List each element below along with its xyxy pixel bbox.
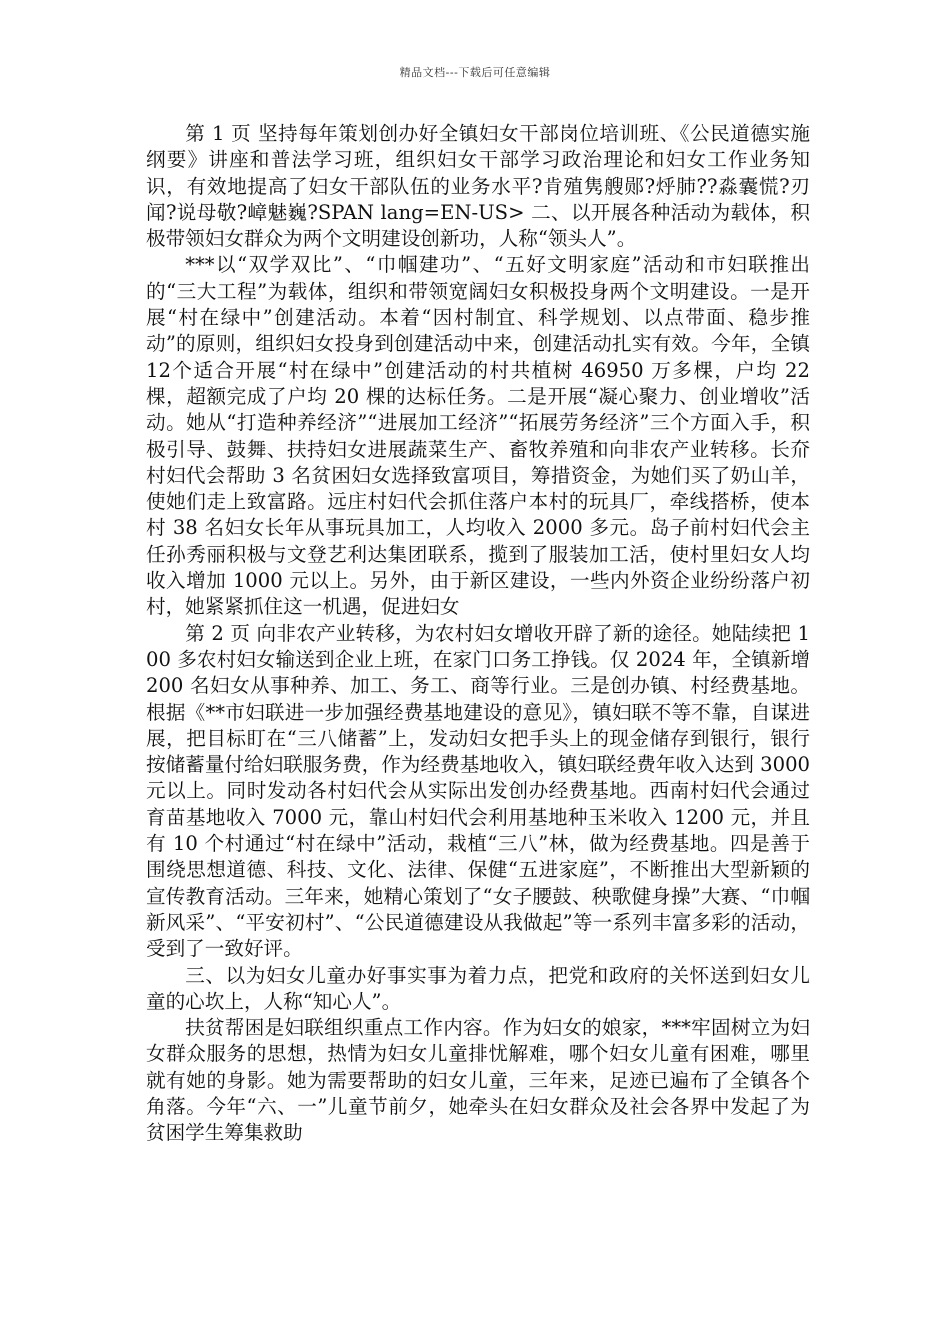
page-header: 精品文档---下载后可任意编辑 (399, 66, 551, 79)
paragraph: 第 2 页 向非农产业转移，为农村妇女增收开辟了新的途径。她陆续把 100 多农村妇女输送到企业上班，在家门口务工挣钱。仅 2024 年，全镇新增 200 名妇女从事种养、加工、务工、商等行业。三是创办镇、村经费基地。根据《**市妇联进一步加强经费基地建设的意见》，镇妇联不等不靠，自谋进展，把目标盯在“三八储蓄”上，发动妇女把手头上的现金储存到银行，银行按储蓄量付给妇联服务费，作为经费基地收入，镇妇联经费年收入达到 3000 元以上。同时发动各村妇代会从实际出发创办经费基地。西南村妇代会通过育苗基地收入 7000 元，靠山村妇代会利用基地种玉米收入 1200 元，并且有 10 个村通过“村在绿中”活动，栽植“三八”林，做为经费基地。四是善于围绕思想道德、科技、文化、法律、保健“五进家庭”，不断推出大型新颖的宣传教育活动。三年来，她精心策划了“女子腰鼓、秧歌健身操”大赛、“巾帼新风采”、“平安初村”、“公民道德建设从我做起”等一系列丰富多彩的活动，受到了一致好评。 (146, 621, 810, 961)
paragraph: 第 1 页 坚持每年策划创办好全镇妇女干部岗位培训班、《公民道德实施纲要》讲座和普法学习班，组织妇女干部学习政治理论和妇女工作业务知识，有效地提高了妇女干部队伍的业务水平?肯殖隽艘郧?烀肺??淼囊慌?刃闻?说母敬?嶂魅巍?SPAN lang=EN-US> 二、以开展各种活动为载体，积极带领妇女群众为两个文明建设创新功，人称“领头人”。 (146, 122, 810, 251)
paragraph: 扶贫帮困是妇联组织重点工作内容。作为妇女的娘家，***牢固树立为妇女群众服务的思想，热情为妇女儿童排忧解难，哪个妇女儿童有困难，哪里就有她的身影。她为需要帮助的妇女儿童，三年来，足迹已遍布了全镇各个角落。今年“六、一”儿童节前夕，她牵头在妇女群众及社会各界中发起了为贫困学生筹集救助 (146, 1016, 810, 1145)
document-body (146, 121, 810, 1147)
section-heading-paragraph: 三、以为妇女儿童办好事实事为着力点，把党和政府的关怀送到妇女儿童的心坎上，人称“知心人”。 (146, 963, 810, 1013)
paragraph: ***以“双学双比”、“巾帼建功”、“五好文明家庭”活动和市妇联推出的“三大工程”为载体，组织和带领宽阔妇女积极投身两个文明建设。一是开展“村在绿中”创建活动。本着“因村制宜、科学规划、以点带面、稳步推动”的原则，组织妇女投身到创建活动中来，创建活动扎实有效。今年，全镇12个适合开展“村在绿中”创建活动的村共植树 46950 万多棵，户均 22 棵，超额完成了户均 20 棵的达标任务。二是开展“凝心聚力、创业增收”活动。她从“打造种养经济”“进展加工经济”“拓展劳务经济”三个方面入手，积极引导、鼓舞、扶持妇女进展蔬菜生产、畜牧养殖和向非农产业转移。长夼村妇代会帮助 3 名贫困妇女选择致富项目，筹措资金，为她们买了奶山羊，使她们走上致富路。远庄村妇代会抓住落户本村的玩具厂，牵线搭桥，使本村 38 名妇女长年从事玩具加工，人均收入 2000 多元。岛子前村妇代会主任孙秀丽积极与文登艺利达集团联系，揽到了服装加工活，使村里妇女人均收入增加 1000 元以上。另外，由于新区建设，一些内外资企业纷纷落户初村，她紧紧抓住这一机遇，促进妇女 (146, 253, 810, 619)
